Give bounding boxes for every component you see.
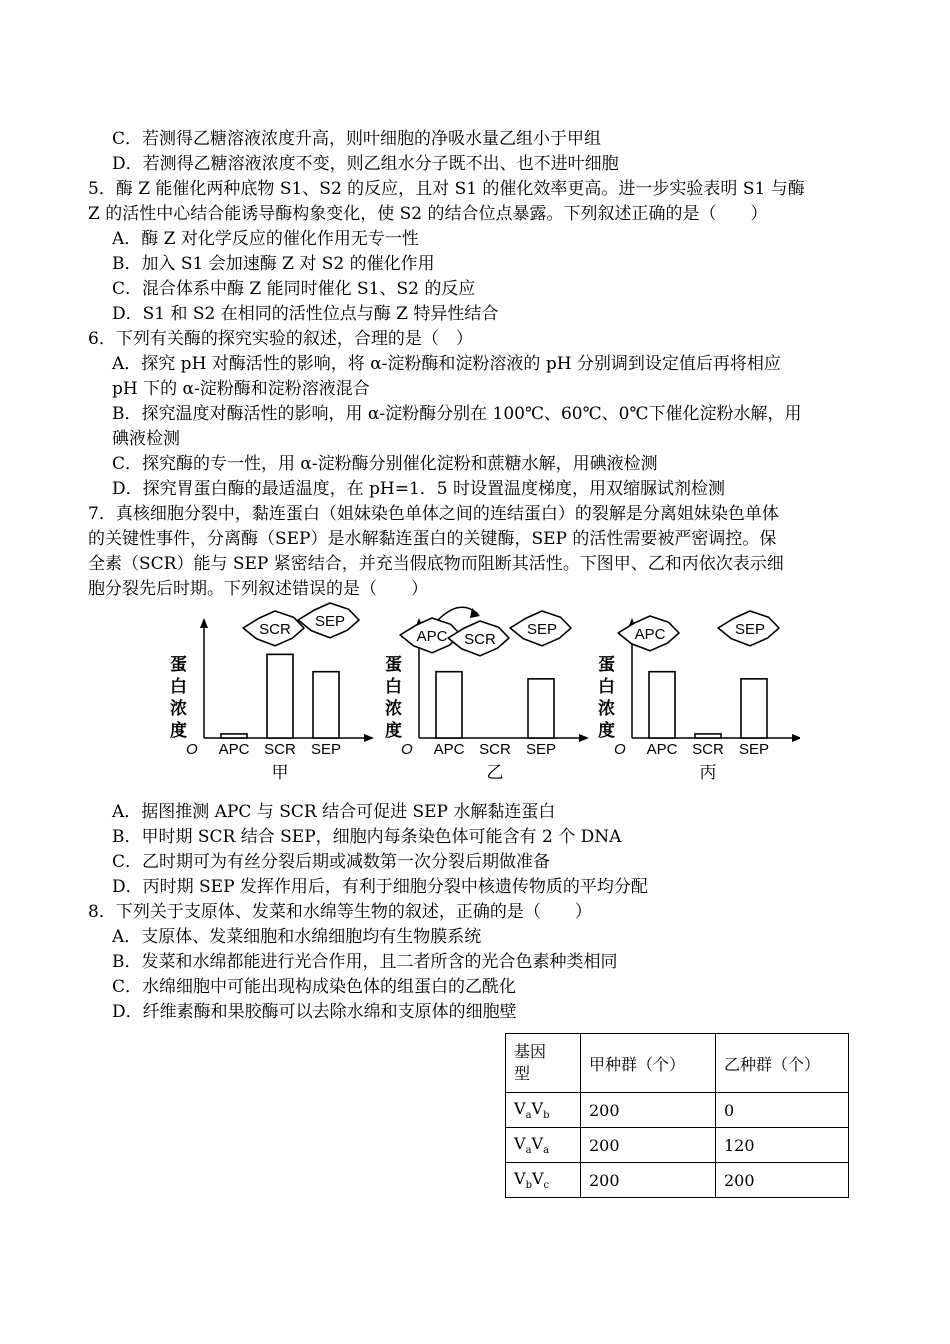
q6-option-d: D．探究胃蛋白酶的最适温度，在 pH=1．5 时设置温度梯度，用双缩脲试剂检测: [112, 479, 726, 499]
q8-option-d: D．纤维素酶和果胶酶可以去除水绵和支原体的细胞壁: [112, 1002, 517, 1022]
bar-scr: [267, 654, 293, 738]
header-population-jia: 甲种群（个）: [581, 1034, 716, 1093]
count-jia: 200: [581, 1128, 716, 1163]
table-row: [506, 1093, 849, 1128]
q7-option-c: C．乙时期可为有丝分裂后期或减数第一次分裂后期做准备: [112, 852, 551, 872]
y-axis-label-char: 白: [385, 677, 402, 696]
q6-option-c: C．探究酶的专一性，用 α-淀粉酶分别催化淀粉和蔗糖水解，用碘液检测: [112, 454, 658, 474]
bar-apc: [649, 672, 675, 738]
q8-option-c: C．水绵细胞中可能出现构成染色体的组蛋白的乙酰化: [112, 977, 517, 997]
bar-sep: [741, 679, 767, 738]
q8-option-a: A．支原体、发菜细胞和水绵细胞均有生物膜系统: [112, 927, 482, 947]
q5-stem-2: Z 的活性中心结合能诱导酶构象变化，使 S2 的结合位点暴露。下列叙述正确的是（ ）: [88, 204, 768, 224]
origin-label: O: [614, 741, 626, 758]
y-axis-label-char: 浓: [170, 699, 187, 718]
blob-label-scr: SCR: [259, 621, 291, 638]
y-axis-label-char: 浓: [385, 699, 402, 718]
genotype-cell: $V_bV_c$: [506, 1163, 581, 1198]
origin-label: O: [401, 741, 413, 758]
tick-label-sep: SEP: [310, 741, 342, 758]
blob-label-apc: APC: [634, 626, 666, 643]
table-row: [506, 1163, 849, 1198]
count-yi: 0: [716, 1093, 849, 1128]
header-population-yi: 乙种群（个）: [716, 1034, 849, 1093]
y-axis-label-char: 蛋: [598, 655, 615, 674]
y-axis-label-char: 度: [385, 721, 402, 740]
count-yi: 120: [716, 1128, 849, 1163]
q6-option-b-2: 碘液检测: [112, 429, 180, 449]
bar-apc: [436, 672, 462, 738]
q8-stem: 8．下列关于支原体、发菜和水绵等生物的叙述，正确的是（ ）: [88, 902, 592, 922]
bar-scr: [695, 734, 721, 738]
chart-panel-1: [170, 603, 374, 782]
q7-option-d: D．丙时期 SEP 发挥作用后，有利于细胞分裂中核遗传物质的平均分配: [112, 877, 648, 897]
panel-name: 乙: [486, 763, 504, 782]
table-row: [506, 1128, 849, 1163]
x-axis-arrow: [364, 734, 374, 742]
x-axis-arrow: [792, 734, 800, 742]
blob-label-apc: APC: [416, 628, 448, 645]
q6-option-b-1: B．探究温度对酶活性的影响，用 α-淀粉酶分别在 100℃、60℃、0℃下催化淀粉水解，用: [112, 404, 802, 424]
bar-apc: [221, 734, 247, 738]
tick-label-scr: SCR: [264, 741, 296, 758]
q6-option-a-1: A．探究 pH 对酶活性的影响，将 α-淀粉酶和淀粉溶液的 pH 分别调到设定值后再将相应: [112, 354, 781, 374]
q4-option-d: D．若测得乙糖溶液浓度不变，则乙组水分子既不出、也不进叶细胞: [112, 154, 619, 174]
tick-label-scr: SCR: [692, 741, 724, 758]
q5-option-b: B．加入 S1 会加速酶 Z 对 S2 的催化作用: [112, 254, 435, 274]
tick-label-apc: APC: [218, 741, 250, 758]
genotype-table: [505, 1033, 849, 1198]
y-axis-label-char: 度: [598, 721, 615, 740]
count-jia: 200: [581, 1163, 716, 1198]
q7-stem-2: 的关键性事件，分离酶（SEP）是水解黏连蛋白的关键酶，SEP 的活性需要被严密调控。保: [88, 529, 777, 549]
q5-option-c: C．混合体系中酶 Z 能同时催化 S1、S2 的反应: [112, 279, 476, 299]
chart-panel-3: [598, 611, 800, 782]
q8-option-b: B．发菜和水绵都能进行光合作用，且二者所含的光合色素种类相同: [112, 952, 618, 972]
q5-stem-1: 5．酶 Z 能催化两种底物 S1、S2 的反应，且对 S1 的催化效率更高。进一步实验表明 S1 与酶: [88, 179, 805, 199]
protein-concentration-figure: [160, 600, 800, 790]
y-axis-label-char: 蛋: [170, 655, 187, 674]
q7-stem-1: 7．真核细胞分裂中，黏连蛋白（姐妹染色单体之间的连结蛋白）的裂解是分离姐妹染色单体: [88, 504, 779, 524]
panel-name: 丙: [699, 763, 717, 782]
bar-sep: [313, 672, 339, 738]
q6-stem: 6．下列有关酶的探究实验的叙述，合理的是（ ）: [88, 329, 473, 349]
q5-option-a: A．酶 Z 对化学反应的催化作用无专一性: [112, 229, 419, 249]
genotype-cell: $V_aV_b$: [506, 1093, 581, 1128]
bar-sep: [528, 679, 554, 738]
tick-label-sep: SEP: [738, 741, 770, 758]
y-axis-label-char: 蛋: [385, 655, 402, 674]
y-axis-label-char: 白: [598, 677, 615, 696]
origin-label: O: [186, 741, 198, 758]
panel-name: 甲: [271, 763, 289, 782]
chart-panel-2: [385, 607, 589, 782]
tick-label-scr: SCR: [479, 741, 511, 758]
q7-option-a: A．据图推测 APC 与 SCR 结合可促进 SEP 水解黏连蛋白: [112, 802, 556, 822]
q7-stem-4: 胞分裂先后时期。下列叙述错误的是（ ）: [88, 579, 428, 599]
genotype-cell: $V_aV_a$: [506, 1128, 581, 1163]
header-genotype: 基因 型: [506, 1034, 581, 1093]
x-axis-arrow: [579, 734, 589, 742]
count-yi: 200: [716, 1163, 849, 1198]
y-axis-arrow: [200, 618, 208, 628]
tick-label-apc: APC: [433, 741, 465, 758]
y-axis-label-char: 浓: [598, 699, 615, 718]
q6-option-a-2: pH 下的 α-淀粉酶和淀粉溶液混合: [112, 379, 370, 399]
y-axis-label-char: 度: [170, 721, 187, 740]
q7-option-b: B．甲时期 SCR 结合 SEP，细胞内每条染色体可能含有 2 个 DNA: [112, 827, 622, 847]
blob-label-sep: SEP: [734, 621, 766, 638]
count-jia: 200: [581, 1093, 716, 1128]
q5-option-d: D．S1 和 S2 在相同的活性位点与酶 Z 特异性结合: [112, 304, 499, 324]
q4-option-c: C．若测得乙糖溶液浓度升高，则叶细胞的净吸水量乙组小于甲组: [112, 129, 602, 149]
table-header-row: [506, 1034, 849, 1093]
tick-label-apc: APC: [646, 741, 678, 758]
blob-label-sep: SEP: [526, 621, 558, 638]
q7-stem-3: 全素（SCR）能与 SEP 紧密结合，并充当假底物而阻断其活性。下图甲、乙和丙依次表示细: [88, 554, 784, 574]
blob-label-sep: SEP: [314, 613, 346, 630]
tick-label-sep: SEP: [525, 741, 557, 758]
y-axis-label-char: 白: [170, 677, 187, 696]
blob-label-scr: SCR: [464, 631, 496, 648]
